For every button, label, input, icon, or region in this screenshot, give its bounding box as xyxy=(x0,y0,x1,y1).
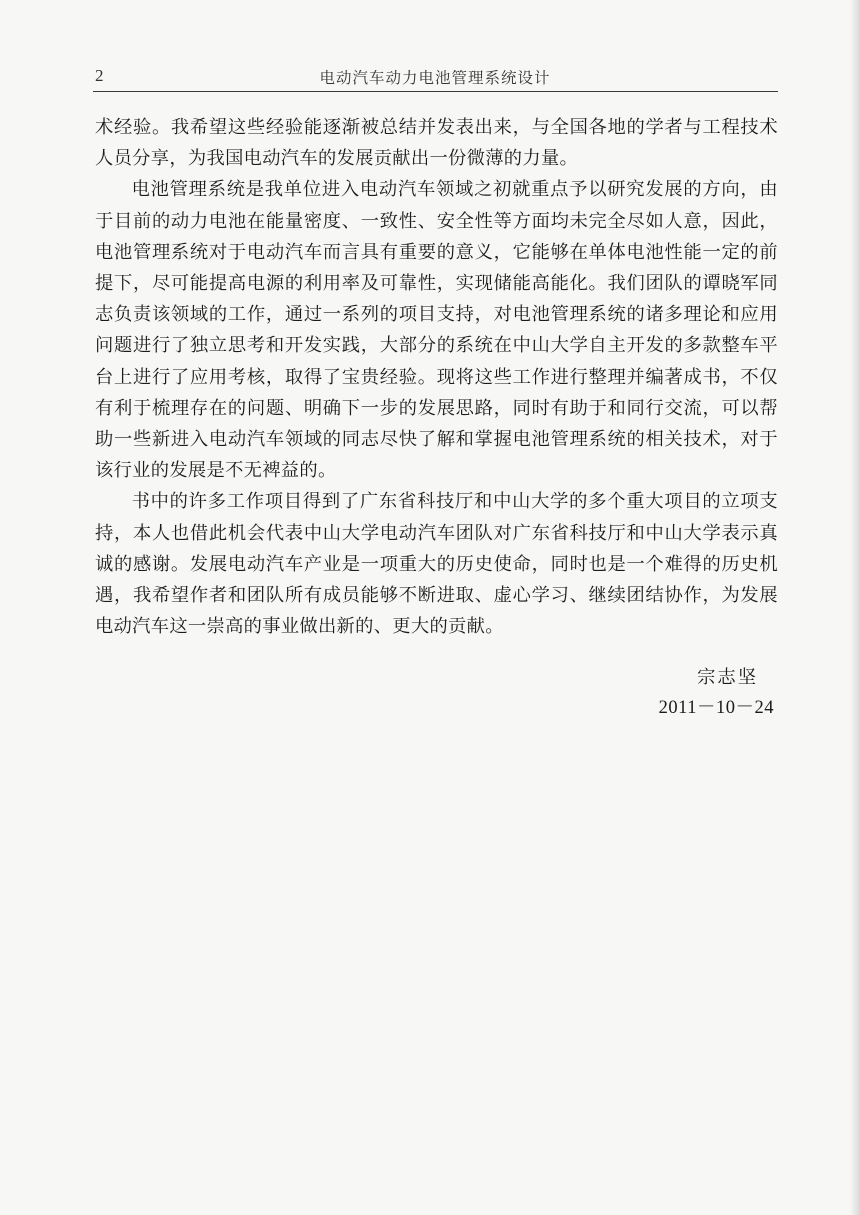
author-name: 宗志坚 xyxy=(697,667,758,688)
paragraph-continued: 术经验。我希望这些经验能逐渐被总结并发表出来，与全国各地的学者与工程技术人员分享，为我国电动汽车的发展贡献出一份微薄的力量。 xyxy=(95,117,778,170)
header-rule xyxy=(93,91,778,92)
signature-date: 2011－10－24 xyxy=(658,698,774,718)
running-title: 电动汽车动力电池管理系统设计 xyxy=(319,69,551,87)
body-text xyxy=(95,112,778,642)
paragraph-acknowledgement: 书中的许多工作项目得到了广东省科技厅和中山大学的多个重大项目的立项支持，本人也借此机会代表中山大学电动汽车团队对广东省科技厅和中山大学表示真诚的感谢。发展电动汽车产业是一项重大的历史使命，同时也是一个难得的历史机遇，我希望作者和团队所有成员能够不断进取、虚心学习、继续团结协作，为发展电动汽车这一崇高的事业做出新的、更大的贡献。 xyxy=(95,491,778,638)
signature-block xyxy=(659,662,774,724)
page-header xyxy=(95,64,775,88)
scan-edge-shadow xyxy=(850,0,860,1215)
paragraph-battery-management: 电池管理系统是我单位进入电动汽车领域之初就重点予以研究发展的方向，由于目前的动力电池在能量密度、一致性、安全性等方面均未完全尽如人意，因此，电池管理系统对于电动汽车而言具有重要的意义，它能够在单体电池性能一定的前提下，尽可能提高电源的利用率及可靠性，实现储能高能化。我们团队的谭晓军同志负责该领域的工作，通过一系列的项目支持，对电池管理系统的诸多理论和应用问题进行了独立思考和开发实践，大部分的系统在中山大学自主开发的多款整车平台上进行了应用考核，取得了宝贵经验。现将这些工作进行整理并编著成书，不仅有利于梳理存在的问题、明确下一步的发展思路，同时有助于和同行交流，可以帮助一些新进入电动汽车领域的同志尽快了解和掌握电池管理系统的相关技术，对于该行业的发展是不无裨益的。 xyxy=(95,179,778,482)
page-number: 2 xyxy=(95,66,104,85)
